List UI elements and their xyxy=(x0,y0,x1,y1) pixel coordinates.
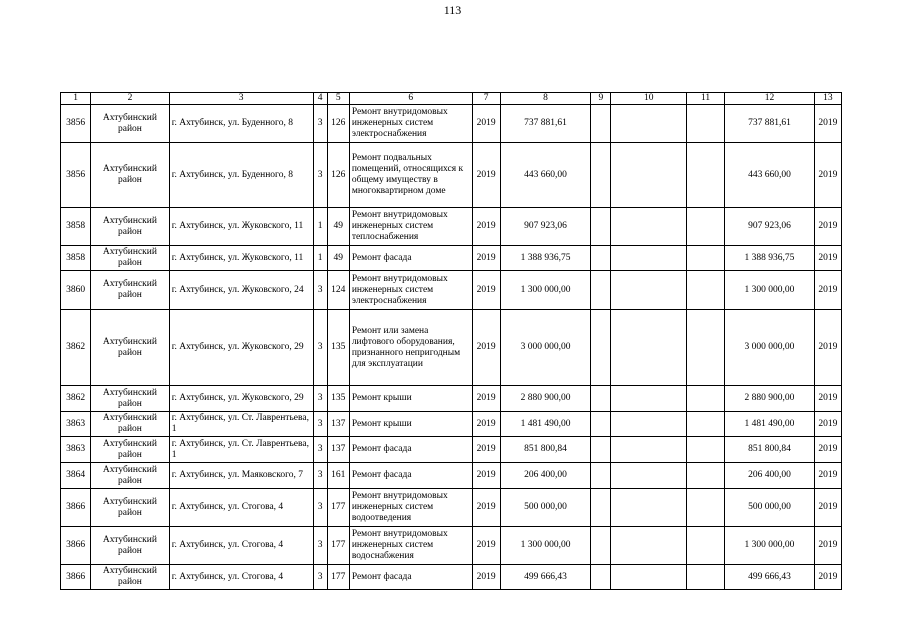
cell-address: г. Ахтубинск, ул. Жуковского, 24 xyxy=(169,271,313,310)
cell-col11 xyxy=(686,386,724,412)
cell-id: 3863 xyxy=(61,412,91,437)
cell-total-cost: 499 666,43 xyxy=(500,565,591,590)
cell-work-type: Ремонт крыши xyxy=(349,386,472,412)
cell-col5: 177 xyxy=(327,565,349,590)
cell-id: 3864 xyxy=(61,463,91,489)
cell-district: Ахтубинский район xyxy=(91,310,170,386)
cell-col5: 126 xyxy=(327,143,349,208)
cell-total-cost: 737 881,61 xyxy=(500,105,591,143)
cell-address: г. Ахтубинск, ул. Жуковского, 29 xyxy=(169,310,313,386)
cell-year: 2019 xyxy=(472,489,500,527)
cell-id: 3860 xyxy=(61,271,91,310)
cell-district: Ахтубинский район xyxy=(91,489,170,527)
cell-col5: 124 xyxy=(327,271,349,310)
cell-col11 xyxy=(686,463,724,489)
cell-col9 xyxy=(591,271,611,310)
cell-id: 3862 xyxy=(61,310,91,386)
cell-col12-cost: 851 800,84 xyxy=(725,437,815,463)
cell-district: Ахтубинский район xyxy=(91,463,170,489)
cell-col11 xyxy=(686,565,724,590)
cell-year: 2019 xyxy=(472,565,500,590)
cell-col4: 3 xyxy=(313,271,327,310)
cell-total-cost: 851 800,84 xyxy=(500,437,591,463)
cell-col5: 137 xyxy=(327,412,349,437)
cell-col13-year: 2019 xyxy=(814,271,841,310)
cell-col10 xyxy=(611,105,686,143)
cell-district: Ахтубинский район xyxy=(91,527,170,565)
cell-col10 xyxy=(611,463,686,489)
cell-col9 xyxy=(591,527,611,565)
cell-col12-cost: 737 881,61 xyxy=(725,105,815,143)
table-row xyxy=(61,143,842,208)
cell-work-type: Ремонт внутридомовых инженерных систем электроснабжения xyxy=(349,271,472,310)
table-row xyxy=(61,246,842,271)
table-row xyxy=(61,527,842,565)
cell-district: Ахтубинский район xyxy=(91,105,170,143)
cell-col9 xyxy=(591,565,611,590)
cell-col12-cost: 1 300 000,00 xyxy=(725,271,815,310)
cell-col10 xyxy=(611,565,686,590)
cell-col5: 135 xyxy=(327,386,349,412)
cell-col10 xyxy=(611,527,686,565)
cell-work-type: Ремонт внутридомовых инженерных систем водоснабжения xyxy=(349,527,472,565)
column-header: 12 xyxy=(725,93,815,105)
cell-col12-cost: 1 388 936,75 xyxy=(725,246,815,271)
cell-col11 xyxy=(686,246,724,271)
cell-col13-year: 2019 xyxy=(814,437,841,463)
column-header: 10 xyxy=(611,93,686,105)
cell-total-cost: 3 000 000,00 xyxy=(500,310,591,386)
cell-col13-year: 2019 xyxy=(814,527,841,565)
cell-work-type: Ремонт внутридомовых инженерных систем электроснабжения xyxy=(349,105,472,143)
cell-address: г. Ахтубинск, ул. Ст. Лаврентьева, 1 xyxy=(169,437,313,463)
cell-col11 xyxy=(686,271,724,310)
cell-id: 3866 xyxy=(61,527,91,565)
cell-total-cost: 443 660,00 xyxy=(500,143,591,208)
cell-col12-cost: 443 660,00 xyxy=(725,143,815,208)
cell-col13-year: 2019 xyxy=(814,412,841,437)
cell-district: Ахтубинский район xyxy=(91,143,170,208)
cell-year: 2019 xyxy=(472,105,500,143)
column-header: 13 xyxy=(814,93,841,105)
column-header: 5 xyxy=(327,93,349,105)
cell-col13-year: 2019 xyxy=(814,463,841,489)
column-header: 2 xyxy=(91,93,170,105)
cell-col5: 49 xyxy=(327,246,349,271)
cell-col4: 3 xyxy=(313,489,327,527)
cell-col13-year: 2019 xyxy=(814,246,841,271)
cell-col11 xyxy=(686,489,724,527)
cell-col9 xyxy=(591,437,611,463)
cell-col5: 137 xyxy=(327,437,349,463)
cell-district: Ахтубинский район xyxy=(91,208,170,246)
cell-address: г. Ахтубинск, ул. Буденного, 8 xyxy=(169,143,313,208)
cell-col5: 161 xyxy=(327,463,349,489)
cell-id: 3858 xyxy=(61,246,91,271)
cell-address: г. Ахтубинск, ул. Стогова, 4 xyxy=(169,565,313,590)
table-row xyxy=(61,271,842,310)
cell-year: 2019 xyxy=(472,310,500,386)
cell-total-cost: 1 481 490,00 xyxy=(500,412,591,437)
cell-col4: 3 xyxy=(313,412,327,437)
cell-id: 3866 xyxy=(61,565,91,590)
column-header: 8 xyxy=(500,93,591,105)
cell-col12-cost: 206 400,00 xyxy=(725,463,815,489)
cell-col9 xyxy=(591,310,611,386)
cell-work-type: Ремонт фасада xyxy=(349,246,472,271)
column-header: 4 xyxy=(313,93,327,105)
cell-col13-year: 2019 xyxy=(814,310,841,386)
cell-work-type: Ремонт внутридомовых инженерных систем водоотведения xyxy=(349,489,472,527)
cell-col4: 3 xyxy=(313,310,327,386)
cell-address: г. Ахтубинск, ул. Маяковского, 7 xyxy=(169,463,313,489)
column-header: 6 xyxy=(349,93,472,105)
cell-total-cost: 1 300 000,00 xyxy=(500,527,591,565)
column-header: 7 xyxy=(472,93,500,105)
cell-col12-cost: 3 000 000,00 xyxy=(725,310,815,386)
cell-col9 xyxy=(591,386,611,412)
cell-total-cost: 206 400,00 xyxy=(500,463,591,489)
table-row xyxy=(61,310,842,386)
cell-col11 xyxy=(686,208,724,246)
cell-col9 xyxy=(591,143,611,208)
column-number-header-row xyxy=(61,93,842,105)
cell-col9 xyxy=(591,246,611,271)
cell-col9 xyxy=(591,105,611,143)
cell-total-cost: 907 923,06 xyxy=(500,208,591,246)
cell-district: Ахтубинский район xyxy=(91,565,170,590)
cell-total-cost: 2 880 900,00 xyxy=(500,386,591,412)
cell-address: г. Ахтубинск, ул. Стогова, 4 xyxy=(169,489,313,527)
column-header: 11 xyxy=(686,93,724,105)
cell-col10 xyxy=(611,246,686,271)
cell-col11 xyxy=(686,143,724,208)
cell-district: Ахтубинский район xyxy=(91,386,170,412)
table-row xyxy=(61,412,842,437)
cell-id: 3863 xyxy=(61,437,91,463)
cell-col4: 3 xyxy=(313,386,327,412)
cell-col5: 177 xyxy=(327,527,349,565)
cell-col5: 135 xyxy=(327,310,349,386)
cell-col11 xyxy=(686,105,724,143)
cell-col4: 1 xyxy=(313,246,327,271)
cell-id: 3858 xyxy=(61,208,91,246)
cell-col4: 3 xyxy=(313,527,327,565)
cell-col12-cost: 1 481 490,00 xyxy=(725,412,815,437)
cell-col9 xyxy=(591,489,611,527)
cell-district: Ахтубинский район xyxy=(91,437,170,463)
cell-col10 xyxy=(611,143,686,208)
cell-district: Ахтубинский район xyxy=(91,246,170,271)
cell-work-type: Ремонт внутридомовых инженерных систем теплоснабжения xyxy=(349,208,472,246)
cell-col9 xyxy=(591,463,611,489)
cell-address: г. Ахтубинск, ул. Жуковского, 29 xyxy=(169,386,313,412)
cell-col12-cost: 2 880 900,00 xyxy=(725,386,815,412)
cell-work-type: Ремонт или замена лифтового оборудования, признанного непригодным для эксплуатации xyxy=(349,310,472,386)
cell-year: 2019 xyxy=(472,412,500,437)
cell-col13-year: 2019 xyxy=(814,105,841,143)
cell-col9 xyxy=(591,208,611,246)
cell-col4: 3 xyxy=(313,143,327,208)
cell-col11 xyxy=(686,527,724,565)
cell-total-cost: 1 388 936,75 xyxy=(500,246,591,271)
table-row xyxy=(61,489,842,527)
cell-id: 3866 xyxy=(61,489,91,527)
cell-col12-cost: 500 000,00 xyxy=(725,489,815,527)
cell-col13-year: 2019 xyxy=(814,386,841,412)
cell-col13-year: 2019 xyxy=(814,208,841,246)
cell-col13-year: 2019 xyxy=(814,143,841,208)
cell-address: г. Ахтубинск, ул. Буденного, 8 xyxy=(169,105,313,143)
cell-address: г. Ахтубинск, ул. Стогова, 4 xyxy=(169,527,313,565)
cell-col12-cost: 1 300 000,00 xyxy=(725,527,815,565)
cell-work-type: Ремонт подвальных помещений, относящихся к общему имуществу в многоквартирном доме xyxy=(349,143,472,208)
cell-col4: 3 xyxy=(313,565,327,590)
cell-col13-year: 2019 xyxy=(814,565,841,590)
table-row xyxy=(61,386,842,412)
cell-year: 2019 xyxy=(472,527,500,565)
table-row xyxy=(61,463,842,489)
cell-col10 xyxy=(611,412,686,437)
cell-col13-year: 2019 xyxy=(814,489,841,527)
cell-work-type: Ремонт крыши xyxy=(349,412,472,437)
cell-total-cost: 500 000,00 xyxy=(500,489,591,527)
cell-col10 xyxy=(611,310,686,386)
cell-col10 xyxy=(611,386,686,412)
repair-program-table xyxy=(60,92,842,590)
cell-col11 xyxy=(686,310,724,386)
table-row xyxy=(61,105,842,143)
cell-year: 2019 xyxy=(472,437,500,463)
cell-work-type: Ремонт фасада xyxy=(349,437,472,463)
column-header: 1 xyxy=(61,93,91,105)
cell-address: г. Ахтубинск, ул. Ст. Лаврентьева, 1 xyxy=(169,412,313,437)
cell-year: 2019 xyxy=(472,143,500,208)
cell-col12-cost: 499 666,43 xyxy=(725,565,815,590)
table-row xyxy=(61,565,842,590)
cell-year: 2019 xyxy=(472,386,500,412)
cell-col4: 3 xyxy=(313,105,327,143)
cell-col5: 126 xyxy=(327,105,349,143)
cell-year: 2019 xyxy=(472,208,500,246)
cell-district: Ахтубинский район xyxy=(91,412,170,437)
table-body xyxy=(61,105,842,590)
cell-col4: 3 xyxy=(313,437,327,463)
cell-id: 3856 xyxy=(61,105,91,143)
page-number: 113 xyxy=(443,3,462,17)
cell-address: г. Ахтубинск, ул. Жуковского, 11 xyxy=(169,208,313,246)
cell-col10 xyxy=(611,271,686,310)
cell-year: 2019 xyxy=(472,271,500,310)
cell-id: 3856 xyxy=(61,143,91,208)
cell-year: 2019 xyxy=(472,246,500,271)
cell-col5: 49 xyxy=(327,208,349,246)
cell-col10 xyxy=(611,208,686,246)
column-header: 9 xyxy=(591,93,611,105)
table-row xyxy=(61,208,842,246)
cell-col9 xyxy=(591,412,611,437)
cell-col10 xyxy=(611,437,686,463)
cell-year: 2019 xyxy=(472,463,500,489)
cell-work-type: Ремонт фасада xyxy=(349,463,472,489)
cell-col5: 177 xyxy=(327,489,349,527)
cell-total-cost: 1 300 000,00 xyxy=(500,271,591,310)
cell-col11 xyxy=(686,437,724,463)
column-header: 3 xyxy=(169,93,313,105)
cell-address: г. Ахтубинск, ул. Жуковского, 11 xyxy=(169,246,313,271)
table-row xyxy=(61,437,842,463)
cell-work-type: Ремонт фасада xyxy=(349,565,472,590)
cell-id: 3862 xyxy=(61,386,91,412)
cell-col12-cost: 907 923,06 xyxy=(725,208,815,246)
cell-col11 xyxy=(686,412,724,437)
cell-col4: 3 xyxy=(313,463,327,489)
cell-district: Ахтубинский район xyxy=(91,271,170,310)
cell-col10 xyxy=(611,489,686,527)
cell-col4: 1 xyxy=(313,208,327,246)
